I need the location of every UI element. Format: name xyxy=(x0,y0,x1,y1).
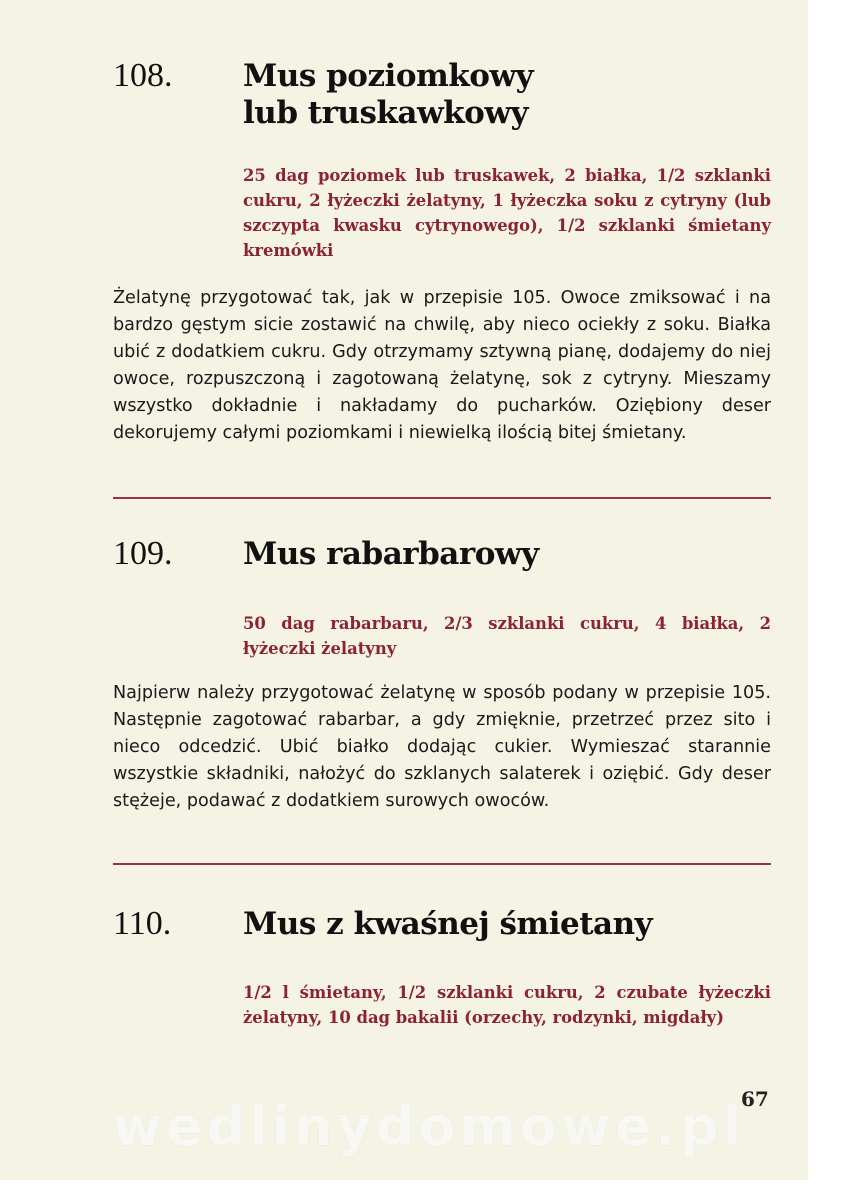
recipe-title-line: Mus poziomkowy xyxy=(243,58,534,94)
recipe-110-ingredients: 1/2 l śmietany, 1/2 szklanki cukru, 2 czubate łyżeczki żelatyny, 10 dag bakalii (orzechy, rodzynki, migdały) xyxy=(243,983,771,1027)
recipe-title-line: lub truskawkowy xyxy=(243,95,529,131)
recipe-number: 108. xyxy=(113,57,173,94)
recipe-title-line: Mus rabarbarowy xyxy=(243,536,539,572)
page-number: 67 xyxy=(741,1087,769,1111)
recipe-title xyxy=(243,58,533,132)
page-margin-right xyxy=(808,0,848,1200)
recipe-109-instructions: Najpierw należy przygotować żelatynę w sposób podany w przepisie 105. Następnie zagotować rabarbar, a gdy zmięknie, przetrzeć przez sito i nieco odcedzić. Ubić białko dodając cukier. Wymieszać starannie wszystkie składniki, nałożyć do szklanych salaterek i oziębić. Gdy deser stężeje, podawać z dodatkiem surowych owoców. xyxy=(113,683,771,811)
recipe-title xyxy=(243,536,539,573)
recipe-108-instructions: Żelatynę przygotować tak, jak w przepisie 105. Owoce zmiksować i na bardzo gęstym sicie zostawić na chwilę, aby nieco ociekły z soku. Białka ubić z dodatkiem cukru. Gdy otrzymamy sztywną pianę, dodajemy do niej owoce, rozpuszczoną i zagotowaną żelatynę, sok z cytryny. Mieszamy wszystko dokładnie i nakładamy do pucharków. Oziębiony deser dekorujemy całymi poziomkami i niewielką ilością bitej śmietany. xyxy=(113,288,771,443)
recipe-number: 109. xyxy=(113,535,173,572)
page-margin-bottom xyxy=(0,1180,848,1200)
section-divider xyxy=(113,497,771,499)
recipe-108-ingredients: 25 dag poziomek lub truskawek, 2 białka, 1/2 szklanki cukru, 2 łyżeczki żelatyny, 1 łyżeczka soku z cytryny (lub szczypta kwasku cytrynowego), 1/2 szklanki śmietany kremówki xyxy=(243,166,771,260)
recipe-109-ingredients: 50 dag rabarbaru, 2/3 szklanki cukru, 4 białka, 2 łyżeczki żelatyny xyxy=(243,614,771,658)
recipe-108-heading xyxy=(113,58,533,132)
recipe-number: 110. xyxy=(113,905,172,942)
section-divider xyxy=(113,863,771,865)
recipe-109-heading xyxy=(113,536,539,573)
recipe-title xyxy=(243,906,652,943)
recipe-110-heading xyxy=(113,906,652,943)
watermark: wedlinydomowe.pl xyxy=(112,1095,746,1158)
recipe-title-line: Mus z kwaśnej śmietany xyxy=(243,906,653,942)
